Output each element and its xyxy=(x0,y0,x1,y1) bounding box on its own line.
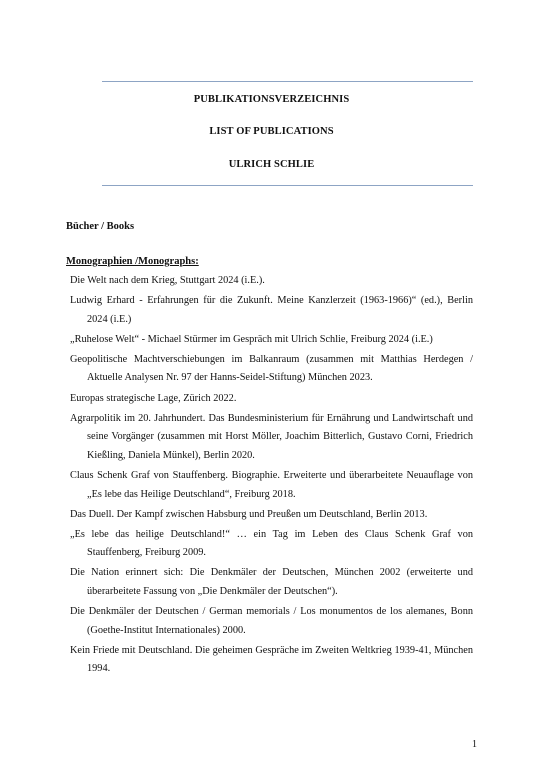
monographs-heading: Monographien /Monographs: xyxy=(66,256,199,267)
document-title: PUBLIKATIONSVERZEICHNIS xyxy=(193,94,350,105)
publication-list xyxy=(70,272,473,680)
books-heading: Bücher / Books xyxy=(66,221,135,232)
publication-entry: Europas strategische Lage, Zürich 2022. xyxy=(70,392,237,404)
publication-entry: Ludwig Erhard - Erfahrungen für die Zukunft. Meine Kanzlerzeit (1963-1966)“ (ed.), Berlin 2024 (i.E.) xyxy=(70,295,473,325)
publication-entry: Agrarpolitik im 20. Jahrhundert. Das Bundesministerium für Ernährung und Landwirtschaft und seine Vorgänger (zusammen mit Horst Möller, Joachim Bitterlich, Gustavo Corni, Friedrich Kießling, Daniela Münkel), Berlin 2020. xyxy=(70,412,473,461)
publication-entry: Kein Friede mit Deutschland. Die geheimen Gespräche im Zweiten Weltkrieg 1939-41, München 1994. xyxy=(70,644,473,675)
publication-entry: Das Duell. Der Kampf zwischen Habsburg und Preußen um Deutschland, Berlin 2013. xyxy=(70,508,428,520)
publication-entry: Die Welt nach dem Krieg, Stuttgart 2024 (i.E.). xyxy=(70,275,265,286)
publication-entry: Claus Schenk Graf von Stauffenberg. Biographie. Erweiterte und überarbeitete Neuauflage von „Es lebe das Heilige Deutschland“, Freiburg 2018. xyxy=(70,469,473,500)
publication-entry: „Es lebe das heilige Deutschland!“ … ein Tag im Leben des Claus Schenk Graf von Stauffenberg, Freiburg 2009. xyxy=(70,528,473,559)
author-name: ULRICH SCHLIE xyxy=(228,159,315,170)
publication-entry: Geopolitische Machtverschiebungen im Balkanraum (zusammen mit Matthias Herdegen / Aktuelle Analysen Nr. 97 der Hanns-Seidel-Stiftung) München 2023. xyxy=(70,353,473,384)
bottom-divider xyxy=(102,185,473,186)
publication-entry: „Ruhelose Welt“ - Michael Stürmer im Gespräch mit Ulrich Schlie, Freiburg 2024 (i.E.) xyxy=(70,333,433,345)
publication-entry: Die Nation erinnert sich: Die Denkmäler der Deutschen, München 2002 (erweiterte und überarbeitete Fassung von „Die Denkmäler der Deutschen“). xyxy=(70,567,473,597)
top-divider xyxy=(102,81,473,82)
publication-entry: Die Denkmäler der Deutschen / German memorials / Los monumentos de los alemanes, Bonn (Goethe-Institut Internationales) 2000. xyxy=(70,606,473,636)
page-number: 1 xyxy=(472,739,477,750)
document-subtitle: LIST OF PUBLICATIONS xyxy=(209,126,334,137)
